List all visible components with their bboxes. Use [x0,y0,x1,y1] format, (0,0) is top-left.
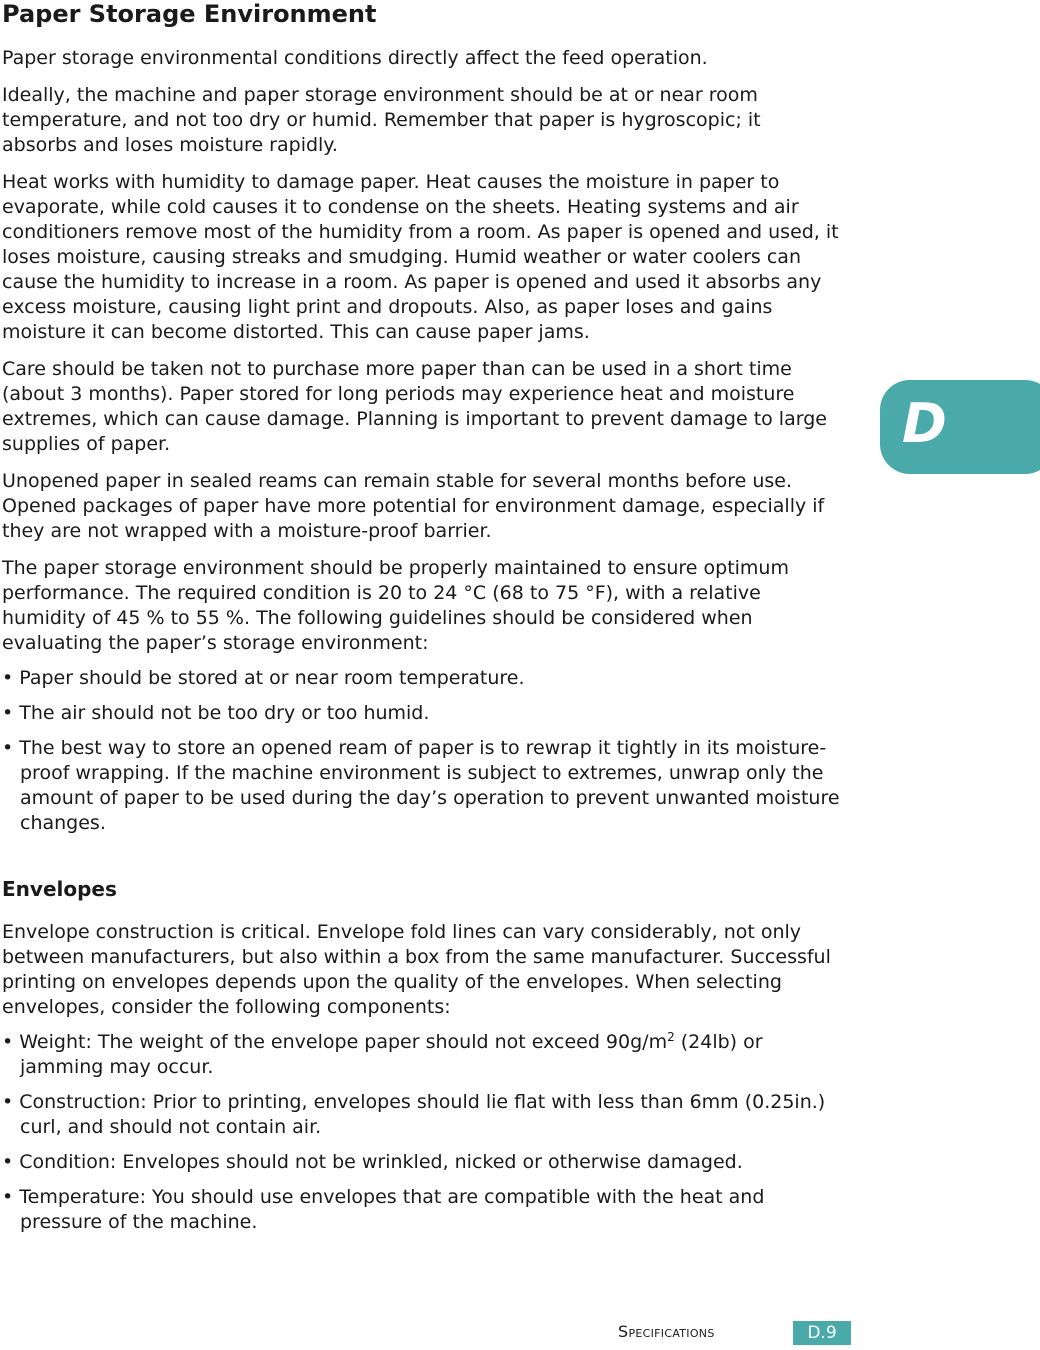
section-title-paper-storage: Paper Storage Environment [2,0,377,28]
weight-text-tail: (24lb) or jamming may occur. [20,1031,763,1078]
paragraph: The paper storage environment should be properly maintained to ensure optimum performance. The required condition is 20 to 24 °C (68 to 75 °F), with a relative humidity of 45 % to 55 %. The following guidelines should be considered when evaluating the paper’s storage environment: [2,557,789,654]
page-number: D.9 [793,1321,851,1345]
paragraph: Unopened paper in sealed reams can remain stable for several months before use. Opened packages of paper have more potential for environment damage, especially if they are not wrapped with a moisture-proof barrier. [2,470,825,542]
paragraph: Envelope construction is critical. Envelope fold lines can vary considerably, not only between manufacturers, but also within a box from the same manufacturer. Successful printing on envelopes depends upon the quality of the envelopes. When selecting envelopes, consider the following components: [2,921,831,1018]
list-item-weight [2,1030,840,1080]
list-item: • The best way to store an opened ream of paper is to rewrap it tightly in its moisture-proof wrapping. If the machine environment is subject to extremes, unwrap only the amount of paper to be used during the day’s operation to prevent unwanted moisture changes. [2,736,840,836]
paragraph: Heat works with humidity to damage paper. Heat causes the moisture in paper to evaporate, while cold causes it to condense on the sheets. Heating systems and air conditioners remove most of the humidity from a room. As paper is opened and used, it loses moisture, causing streaks and smudging. Humid weather or water coolers can cause the humidity to increase in a room. As paper is opened and used it absorbs any excess moisture, causing light print and dropouts. Also, as paper loses and gains moisture it can become distorted. This can cause paper jams. [2,171,839,343]
list-item: • The air should not be too dry or too humid. [2,701,840,726]
paragraph: Ideally, the machine and paper storage environment should be at or near room temperature, and not too dry or humid. Remember that paper is hygroscopic; it absorbs and loses moisture rapidly. [2,84,761,156]
list-item: • Temperature: You should use envelopes that are compatible with the heat and pressure of the machine. [2,1185,840,1235]
main-column [2,0,840,1235]
weight-text: Weight: The weight of the envelope paper should not exceed 90g/m [19,1031,668,1053]
superscript: 2 [667,1030,675,1044]
paragraph: Paper storage environmental conditions directly affect the feed operation. [2,47,708,69]
list-item: • Construction: Prior to printing, envelopes should lie flat with less than 6mm (0.25in.) curl, and should not contain air. [2,1090,840,1140]
list-item: • Paper should be stored at or near room temperature. [2,666,840,691]
footer-section-label: Specifications [618,1322,715,1341]
paragraph: Care should be taken not to purchase more paper than can be used in a short time (about 3 months). Paper stored for long periods may experience heat and moisture extremes, which can cause damage. Planning is important to prevent damage to large supplies of paper. [2,358,827,455]
section-title-envelopes: Envelopes [2,877,117,901]
list-item: • Condition: Envelopes should not be wrinkled, nicked or otherwise damaged. [2,1150,840,1175]
chapter-tab-letter: D [902,392,947,455]
